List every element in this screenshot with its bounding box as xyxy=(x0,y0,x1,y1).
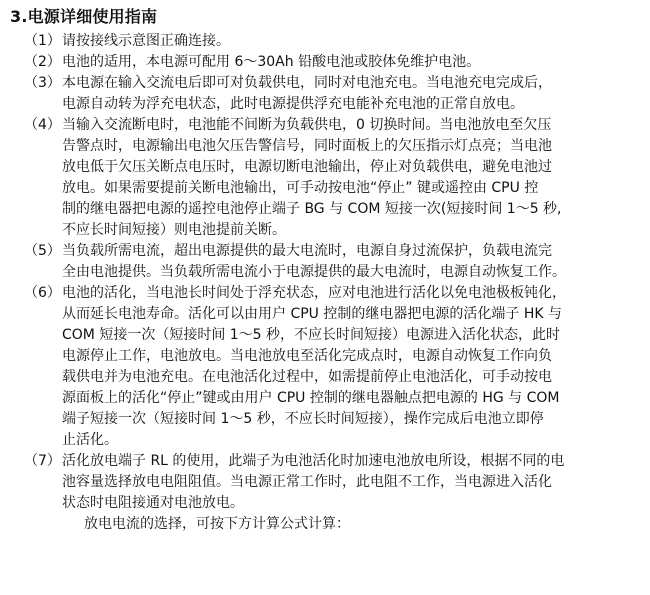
text-line: 当负载所需电流，超出电源提供的最大电流时，电源自身过流保护，负载电流完 xyxy=(62,243,552,259)
text-line: 电池的活化，当电池长时间处于浮充状态，应对电池进行活化以免电池极板钝化， xyxy=(62,285,566,301)
item-text xyxy=(62,73,636,115)
discharge-current-note: 放电电流的选择，可按下方计算公式计算： xyxy=(84,516,350,532)
text-line: COM 短接一次（短接时间 1～5 秒，不应长时间短接）电源进入活化状态，此时 xyxy=(62,327,561,343)
text-line: 放电。如果需要提前关断电池输出，可手动按电池“停止” 键或遥控由 CPU 控 xyxy=(62,180,539,196)
item-text xyxy=(62,52,636,73)
text-line: 活化放电端子 RL 的使用，此端子为电池活化时加速电池放电所设，根据不同的电 xyxy=(62,453,565,469)
item-number: （3） xyxy=(24,75,61,91)
text-line: 从而延长电池寿命。活化可以由用户 CPU 控制的继电器把电源的活化端子 HK 与 xyxy=(62,306,562,322)
instruction-list xyxy=(10,31,636,514)
text-line: 电源自动转为浮充电状态，此时电源提供浮充电能补充电池的正常自放电。 xyxy=(62,96,524,112)
text-line: 告警点时，电源输出电池欠压告警信号，同时面板上的欠压指示灯点亮；当电池 xyxy=(62,138,552,154)
list-item xyxy=(10,73,636,115)
item-number: （1） xyxy=(24,33,61,49)
text-line: 制的继电器把电源的遥控电池停止端子 BG 与 COM 短接一次(短接时间 1～5 秒, xyxy=(62,201,562,217)
item-text xyxy=(62,115,636,241)
list-item xyxy=(10,115,636,241)
text-line: 不应长时间短接）则电池提前关断。 xyxy=(62,222,286,238)
item-text xyxy=(62,451,636,514)
list-item xyxy=(10,31,636,52)
item-number: （5） xyxy=(24,243,61,259)
text-line: 电源停止工作，电池放电。当电池放电至活化完成点时，电源自动恢复工作向负 xyxy=(62,348,552,364)
item-text xyxy=(62,283,636,451)
list-item xyxy=(10,52,636,73)
item-text xyxy=(62,31,636,52)
list-item xyxy=(10,283,636,451)
item-number: （7） xyxy=(24,453,61,469)
item-text xyxy=(62,241,636,283)
text-line: 当输入交流断电时，电池能不间断为负载供电，0 切换时间。当电池放电至欠压 xyxy=(62,117,552,133)
text-line: 本电源在输入交流电后即可对负载供电，同时对电池充电。当电池充电完成后， xyxy=(62,75,552,91)
list-item xyxy=(10,451,636,514)
text-line: 源面板上的活化“停止”键或由用户 CPU 控制的继电器触点把电源的 HG 与 COM xyxy=(62,390,560,406)
text-line: 端子短接一次（短接时间 1～5 秒，不应长时间短接），操作完成后电池立即停 xyxy=(62,411,544,427)
text-line: 状态时电阻接通对电池放电。 xyxy=(62,495,244,511)
text-line: 全由电池提供。当负载所需电流小于电源提供的最大电流时，电源自动恢复工作。 xyxy=(62,264,566,280)
item-number: （2） xyxy=(24,54,61,70)
text-line: 止活化。 xyxy=(62,432,118,448)
text-line: 放电低于欠压关断点电压时，电源切断电池输出，停止对负载供电，避免电池过 xyxy=(62,159,552,175)
item-number: （4） xyxy=(24,117,61,133)
section-heading: 3.电源详细使用指南 xyxy=(10,7,158,26)
text-line: 池容量选择放电电阻阻值。当电源正常工作时，此电阻不工作，当电源进入活化 xyxy=(62,474,552,490)
text-line: 请按接线示意图正确连接。 xyxy=(62,33,230,49)
list-item xyxy=(10,241,636,283)
item-number: （6） xyxy=(24,285,61,301)
text-line: 电池的适用，本电源可配用 6～30Ah 铅酸电池或胶体免维护电池。 xyxy=(62,54,481,70)
text-line: 载供电并为电池充电。在电池活化过程中，如需提前停止电池活化，可手动按电 xyxy=(62,369,552,385)
